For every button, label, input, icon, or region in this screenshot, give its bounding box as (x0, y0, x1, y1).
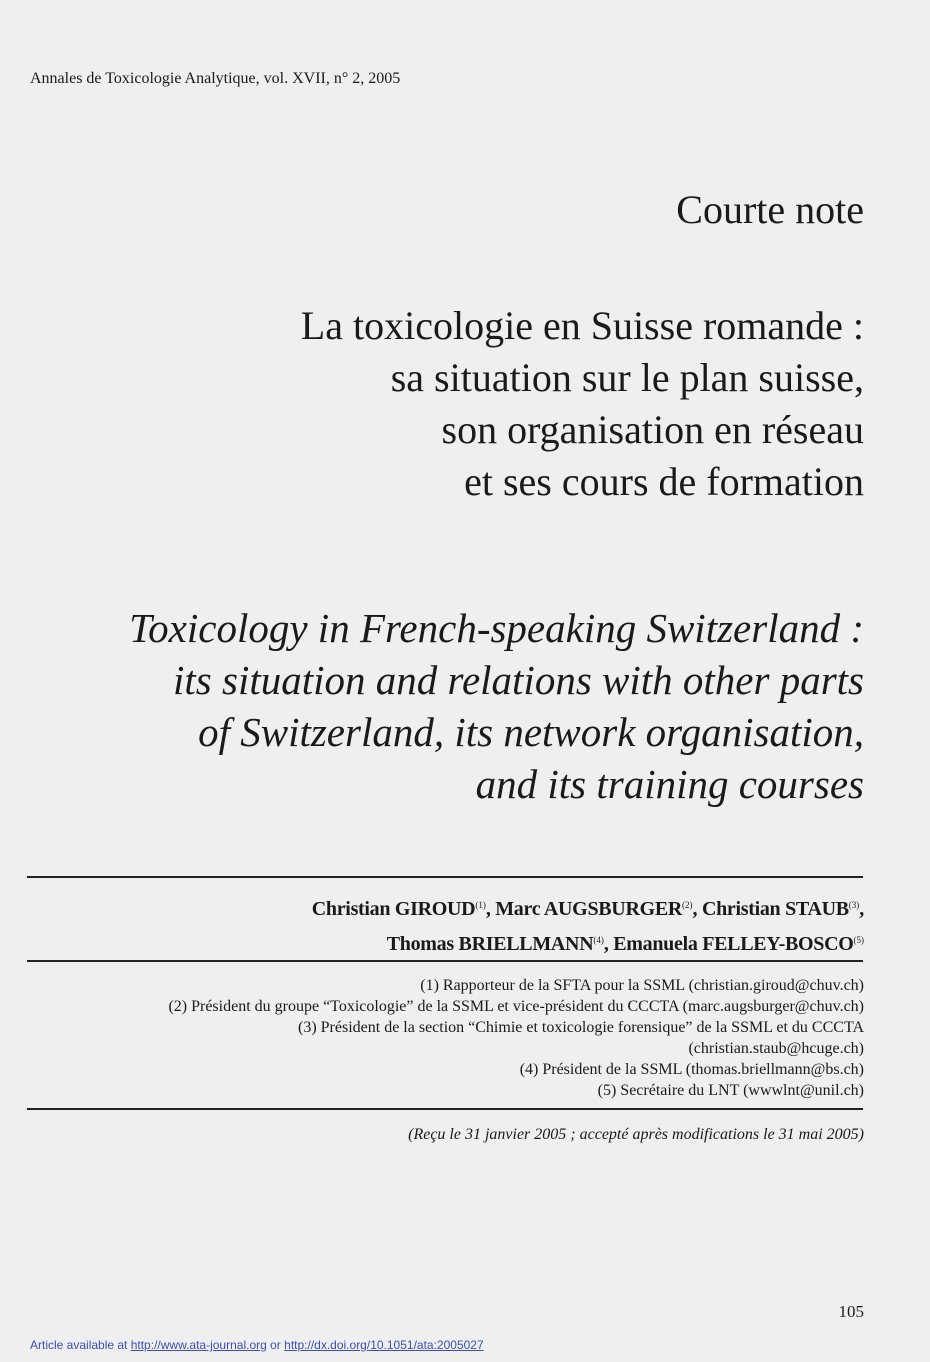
author-affiliation-mark: (5) (853, 935, 864, 945)
author-affiliation-mark: (1) (475, 900, 486, 910)
author-name: Emanuela FELLEY-BOSCO (613, 933, 854, 955)
affiliation-line: (1) Rapporteur de la SFTA pour la SSML (christian.giroud@chuv.ch) (420, 977, 864, 994)
author-name: Christian GIROUD (311, 898, 476, 920)
author-separator: , (603, 933, 614, 955)
page-number: 105 (838, 1302, 864, 1321)
section-label: Courte note (676, 187, 864, 232)
divider-top (27, 876, 863, 878)
french-title-line: La toxicologie en Suisse romande : (300, 303, 864, 348)
affiliation-line: (2) Président du groupe “Toxicologie” de la SSML et vice-président du CCCTA (marc.augsburger@chuv.ch) (168, 998, 864, 1015)
affiliation-list (168, 975, 864, 1101)
affiliation-line: (christian.staub@hcuge.ch) (688, 1040, 864, 1057)
author-name: Marc AUGSBURGER (495, 898, 683, 920)
french-title (301, 300, 864, 508)
author-affiliation-mark: (2) (682, 900, 693, 910)
author-name: Thomas BRIELLMANN (386, 933, 594, 955)
article-availability-footer (30, 1338, 484, 1352)
affiliation-line: (5) Secrétaire du LNT (wwwlnt@unil.ch) (597, 1082, 864, 1099)
english-title-line: of Switzerland, its network organisation, (198, 709, 864, 755)
journal-link[interactable]: http://www.ata-journal.org (130, 1338, 267, 1352)
journal-reference: Annales de Toxicologie Analytique, vol. XVII, n° 2, 2005 (30, 70, 401, 87)
divider-bottom (27, 1108, 863, 1110)
author-line (312, 925, 864, 960)
english-title-line: its situation and relations with other parts (173, 657, 864, 703)
footer-prefix: Article available at (30, 1338, 131, 1352)
author-name: Christian STAUB (701, 898, 849, 920)
english-title-line: Toxicology in French-speaking Switzerland : (129, 605, 864, 651)
author-separator: , (485, 898, 496, 920)
french-title-line: et ses cours de formation (464, 459, 864, 504)
author-affiliation-mark: (4) (593, 935, 604, 945)
footer-separator: or (266, 1338, 285, 1352)
english-title (129, 602, 864, 810)
author-separator: , (692, 898, 702, 920)
affiliation-line: (3) Président de la section “Chimie et toxicologie forensique” de la SSML et du CCCTA (297, 1019, 864, 1036)
french-title-line: sa situation sur le plan suisse, (390, 355, 864, 400)
author-affiliation-mark: (3) (848, 900, 860, 910)
author-line (312, 890, 864, 925)
author-separator: , (859, 898, 864, 920)
english-title-line: and its training courses (475, 761, 864, 807)
author-list (312, 890, 864, 960)
divider-middle (27, 960, 863, 962)
doi-link[interactable]: http://dx.doi.org/10.1051/ata:2005027 (284, 1338, 484, 1352)
french-title-line: son organisation en réseau (441, 407, 864, 452)
affiliation-line: (4) Président de la SSML (thomas.briellmann@bs.ch) (519, 1061, 864, 1078)
received-dates: (Reçu le 31 janvier 2005 ; accepté après modifications le 31 mai 2005) (408, 1126, 864, 1143)
